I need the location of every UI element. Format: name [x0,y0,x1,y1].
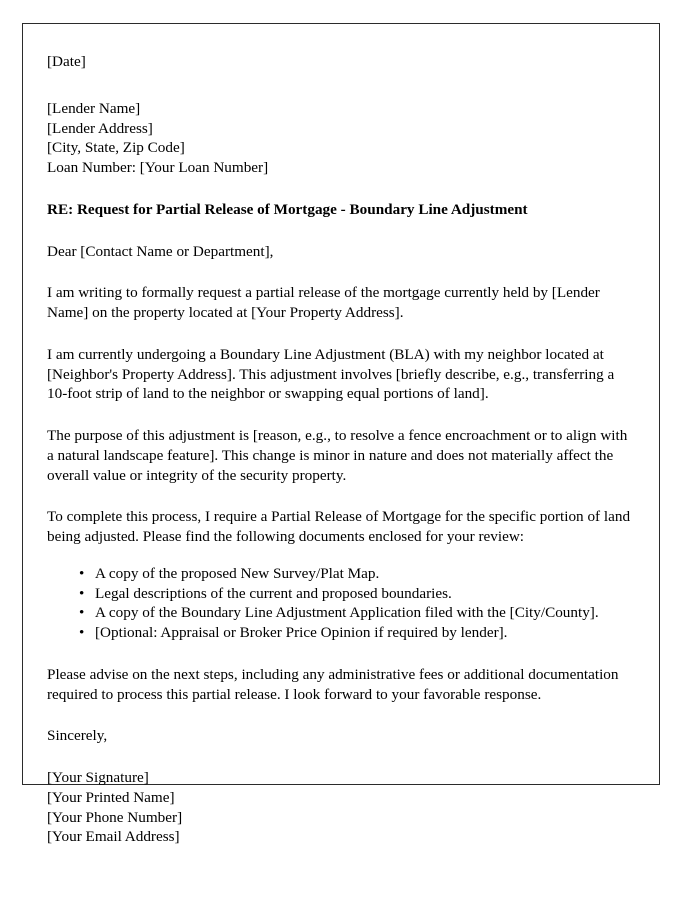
recipient-line-2: [Lender Address] [47,119,153,137]
recipient-line-3: [City, State, Zip Code] [47,139,185,157]
date-line: [Date] [47,53,86,70]
signature-line: [Your Signature] [47,769,149,786]
spacer [47,485,631,507]
paragraph-documents-intro: To complete this process, I require a Partial Release of Mortgage for the specific portion of land being adjusted. Please find the following documents enclosed for your review: [47,508,631,545]
spacer [47,72,631,99]
spacer [47,746,631,768]
spacer [47,547,631,564]
spacer [47,643,631,665]
enclosure-list [47,564,631,643]
spacer [47,704,631,726]
spacer [47,220,631,242]
valediction: Sincerely, [47,727,108,745]
paragraph-next-steps: Please advise on the next steps, including any administrative fees or additional documentation required to process this partial release. I look forward to your favorable response. [47,665,619,703]
salutation: Dear [Contact Name or Department], [47,242,274,260]
spacer [47,261,631,283]
document-page [22,23,660,846]
signature-block [47,768,631,847]
subject-line: RE: Request for Partial Release of Mortgage - Boundary Line Adjustment [47,200,528,218]
paragraph-purpose: The purpose of this adjustment is [reason, e.g., to resolve a fence encroachment or to align with a natural landscape feature]. This change is minor in nature and does not materially affect the overall value or integrity of the security property. [47,427,628,484]
list-item: • A copy of the Boundary Line Adjustment Application filed with the [City/County]. [95,603,631,623]
phone-number-line: [Your Phone Number] [47,808,183,826]
loan-number-line: Loan Number: [Your Loan Number] [47,159,269,176]
recipient-address-block [47,99,631,178]
spacer [47,323,631,345]
list-item: • [Optional: Appraisal or Broker Price Opinion if required by lender]. [95,623,631,643]
paragraph-bla-description: I am currently undergoing a Boundary Line Adjustment (BLA) with my neighbor located at [Neighbor's Property Address]. This adjustment involves [briefly describe, e.g., transferring a 10-foot strip of land to the neighbor or swapping equal portions of land]. [47,345,615,403]
recipient-line-1: [Lender Name] [47,99,141,117]
letter-body [23,24,659,847]
printed-name-line: [Your Printed Name] [47,788,175,806]
paragraph-request: I am writing to formally request a partial release of the mortgage currently held by [Lender Name] on the property located at [Your Property Address]. [47,284,600,321]
email-address-line: [Your Email Address] [47,828,180,846]
spacer [47,178,631,200]
list-item: • A copy of the proposed New Survey/Plat Map. [95,564,631,584]
list-item: • Legal descriptions of the current and proposed boundaries. [95,584,631,604]
spacer [47,404,631,426]
